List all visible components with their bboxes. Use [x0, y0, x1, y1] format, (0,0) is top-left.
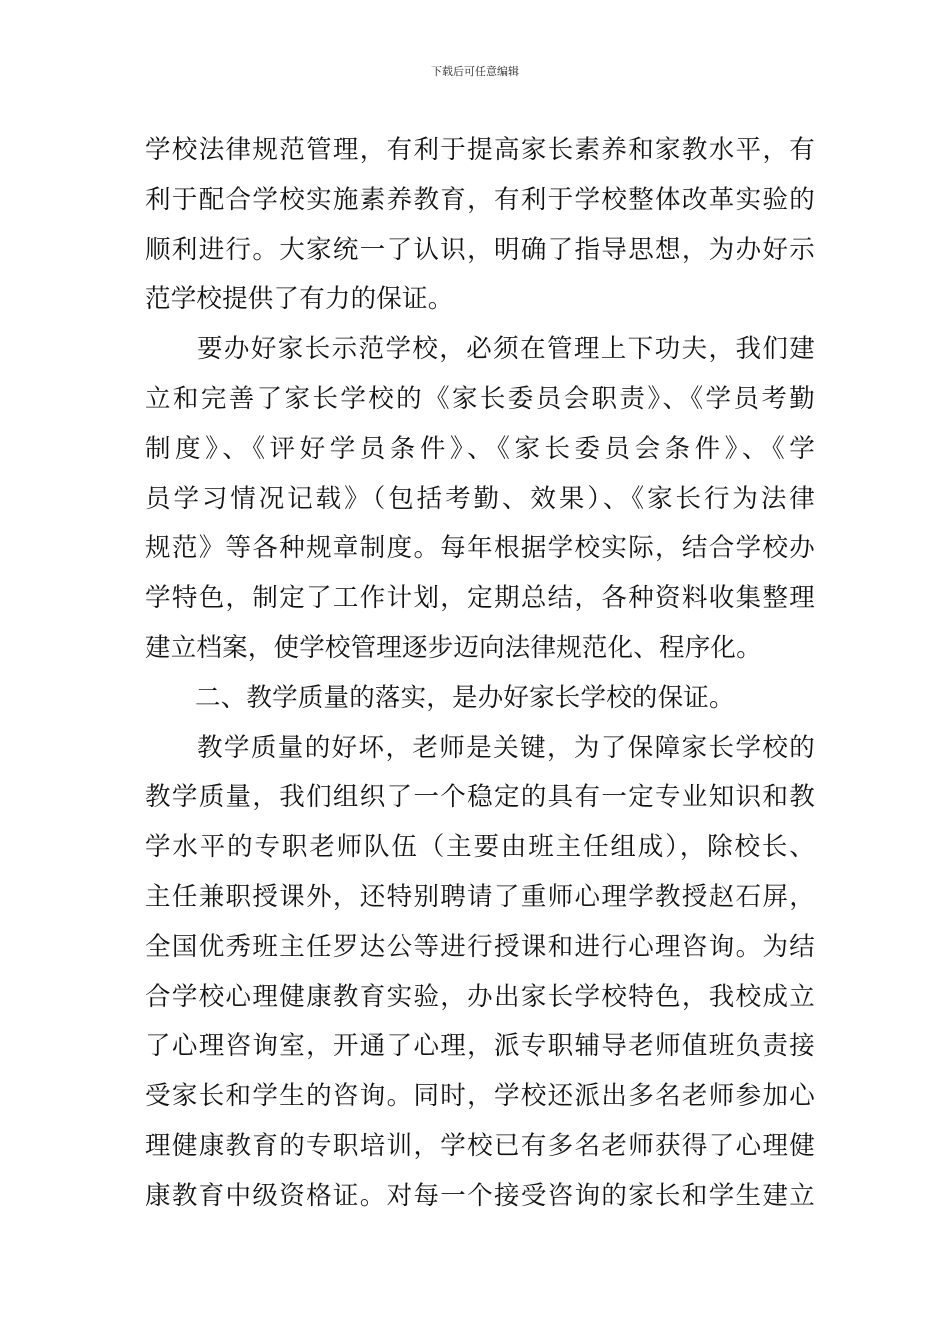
- paragraph-2-line-3: 制度》、《评好学员条件》、《家长委员会条件》、《学: [145, 433, 815, 464]
- paragraph-3-line-9: 理健康教育的专职培训，学校已有多名老师获得了心理健: [145, 1130, 815, 1161]
- paragraph-3-line-3: 学水平的专职老师队伍（主要由班主任组成），除校长、: [145, 832, 815, 863]
- paragraph-3-line-4: 主任兼职授课外，还特别聘请了重师心理学教授赵石屏，: [145, 881, 815, 912]
- paragraph-1-line-1: 学校法律规范管理，有利于提高家长素养和家教水平，有: [145, 135, 815, 165]
- paragraph-2-line-2: 立和完善了家长学校的《家长委员会职责》、《学员考勤: [145, 383, 815, 414]
- paragraph-1-line-4: 范学校提供了有力的保证。: [145, 284, 454, 315]
- paragraph-3-line-7: 了心理咨询室，开通了心理，派专职辅导老师值班负责接: [145, 1031, 815, 1062]
- page-header: 下载后可任意编辑: [431, 65, 519, 78]
- section-heading: 二、教学质量的落实，是办好家长学校的保证。: [195, 682, 735, 713]
- paragraph-3-line-5: 全国优秀班主任罗达公等进行授课和进行心理咨询。为结: [145, 931, 815, 962]
- document-body: [145, 126, 815, 1222]
- paragraph-3-line-8: 受家长和学生的咨询。同时，学校还派出多名老师参加心: [145, 1081, 815, 1112]
- paragraph-2-line-5: 规范》等各种规章制度。每年根据学校实际，结合学校办: [145, 533, 815, 564]
- paragraph-2-line-7: 建立档案，使学校管理逐步迈向法律规范化、程序化。: [145, 632, 762, 663]
- paragraph-1-line-3: 顺利进行。大家统一了认识，明确了指导思想，为办好示: [145, 234, 815, 265]
- paragraph-2-line-1: 要办好家长示范学校，必须在管理上下功夫，我们建: [197, 334, 815, 365]
- paragraph-2-line-4: 员学习情况记载》（包括考勤、效果）、《家长行为法律: [145, 483, 815, 514]
- paragraph-3-line-1: 教学质量的好坏，老师是关键，为了保障家长学校的: [197, 732, 815, 763]
- paragraph-2-line-6: 学特色，制定了工作计划，定期总结，各种资料收集整理: [145, 583, 815, 614]
- paragraph-3-line-10: 康教育中级资格证。对每一个接受咨询的家长和学生建立: [145, 1180, 815, 1211]
- paragraph-3-line-2: 教学质量，我们组织了一个稳定的具有一定专业知识和教: [145, 782, 815, 813]
- paragraph-3-line-6: 合学校心理健康教育实验，办出家长学校特色，我校成立: [145, 981, 815, 1012]
- paragraph-1-line-2: 利于配合学校实施素养教育，有利于学校整体改革实验的: [145, 184, 815, 215]
